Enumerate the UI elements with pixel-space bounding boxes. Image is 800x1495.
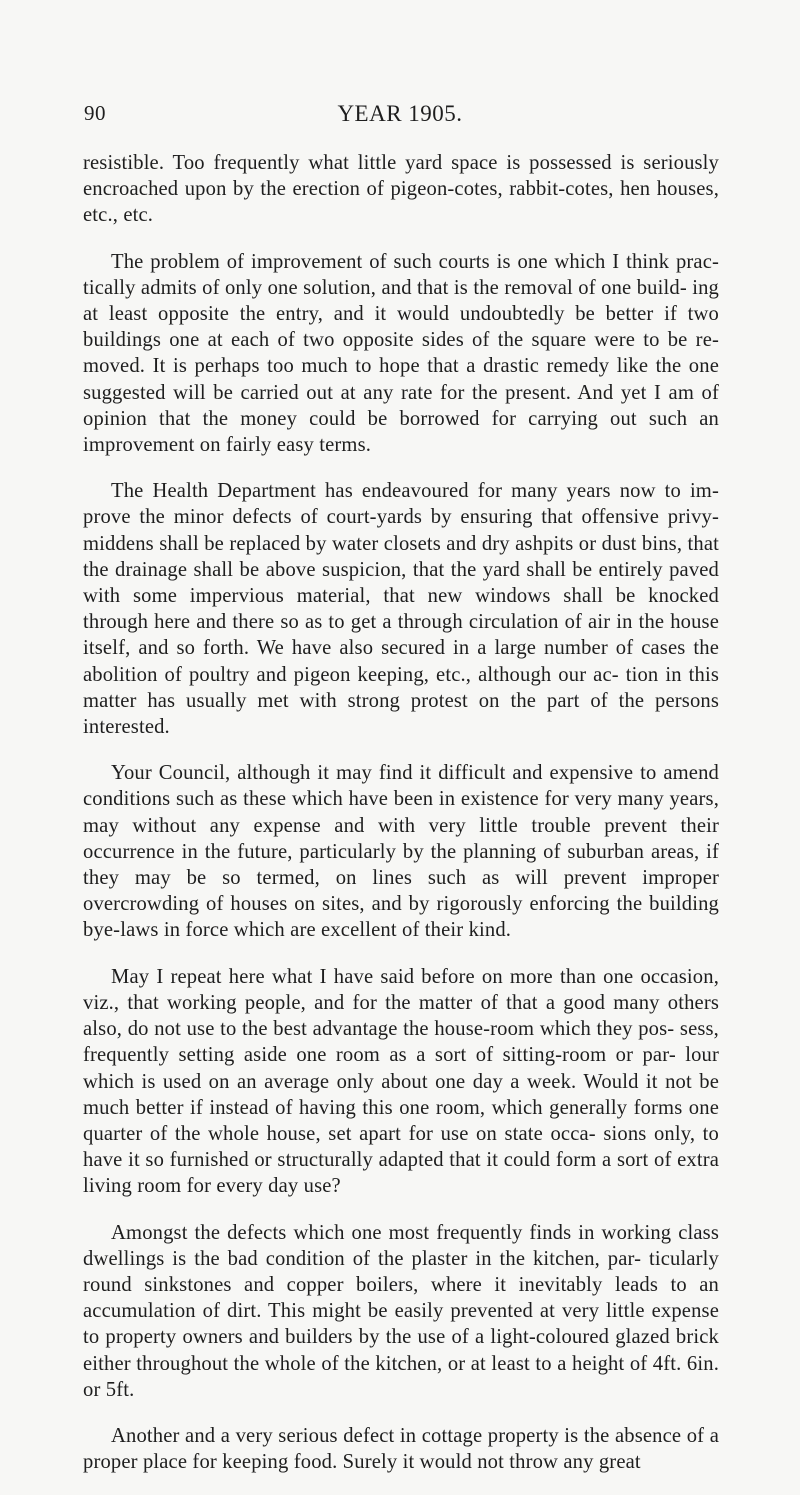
paragraph-health-department: The Health Department has endeavoured for many years now to im- prove the minor defects of court-yards by ensuring that offensive privy- middens shall be replaced by water closets and dry ashpits or dust bins, that the drainage shall be above suspicion, that the yard shall be entirely paved with some impervious material, that new windows shall be knocked through here and there so as to get a through circulation of air in the house itself, and so forth. We have also secured in a large number of cases the abolition of poultry and pigeon keeping, etc., although our ac- tion in this matter has usually met with strong protest on the part of the persons interested. xyxy=(83,480,719,739)
body-text xyxy=(83,150,719,1495)
paragraph-food-storage: Another and a very serious defect in cottage property is the absence of a proper place for keeping food. Surely it would not throw any great xyxy=(83,1424,719,1474)
paragraph-kitchen-defects: Amongst the defects which one most frequently finds in working class dwellings is the bad condition of the plaster in the kitchen, par- ticularly round sinkstones and copper boilers, where it inevitably leads to an accumulation of dirt. This might be easily prevented at very little expense to property owners and builders by the use of a light-coloured glazed brick either throughout the whole of the kitchen, or at least to a height of 4ft. 6in. or 5ft. xyxy=(83,1221,719,1401)
paragraph-parlour: May I repeat here what I have said before on more than one occasion, viz., that working people, and for the matter of that a good many others also, do not use to the best advantage the house-room which they pos- sess, frequently setting aside one room as a sort of sitting-room or par- lour which is used on an average only about one day a week. Would it not be much better if instead of having this one room, which generally forms one quarter of the whole house, set apart for use on state occa- sions only, to have it so furnished or structurally adapted that it could form a sort of extra living room for every day use? xyxy=(83,965,719,1198)
paragraph-continued: resistible. Too frequently what little yard space is possessed is seriously encroached upon by the erection of pigeon-cotes, rabbit-cotes, hen houses, etc., etc. xyxy=(83,152,719,227)
paragraph-council: Your Council, although it may find it difficult and expensive to amend conditions such as these which have been in existence for very many years, may without any expense and with very little trouble prevent their occurrence in the future, particularly by the planning of suburban areas, if they may be so termed, on lines such as will prevent improper overcrowding of houses on sites, and by rigorously enforcing the building bye-laws in force which are excellent of their kind. xyxy=(83,762,719,942)
page-number: 90 xyxy=(84,101,106,125)
paragraph-court-improvement: The problem of improvement of such courts is one which I think prac- tically admits of only one solution, and that is the removal of one build- ing at least opposite the entry, and it would undoubtedly be better if two buildings one at each of two opposite sides of the square were to be re- moved. It is perhaps too much to hope that a drastic remedy like the one suggested will be carried out at any rate for the present. And yet I am of opinion that the money could be borrowed for carrying out such an improvement on fairly easy terms. xyxy=(83,250,719,457)
running-title: YEAR 1905. xyxy=(337,101,463,126)
